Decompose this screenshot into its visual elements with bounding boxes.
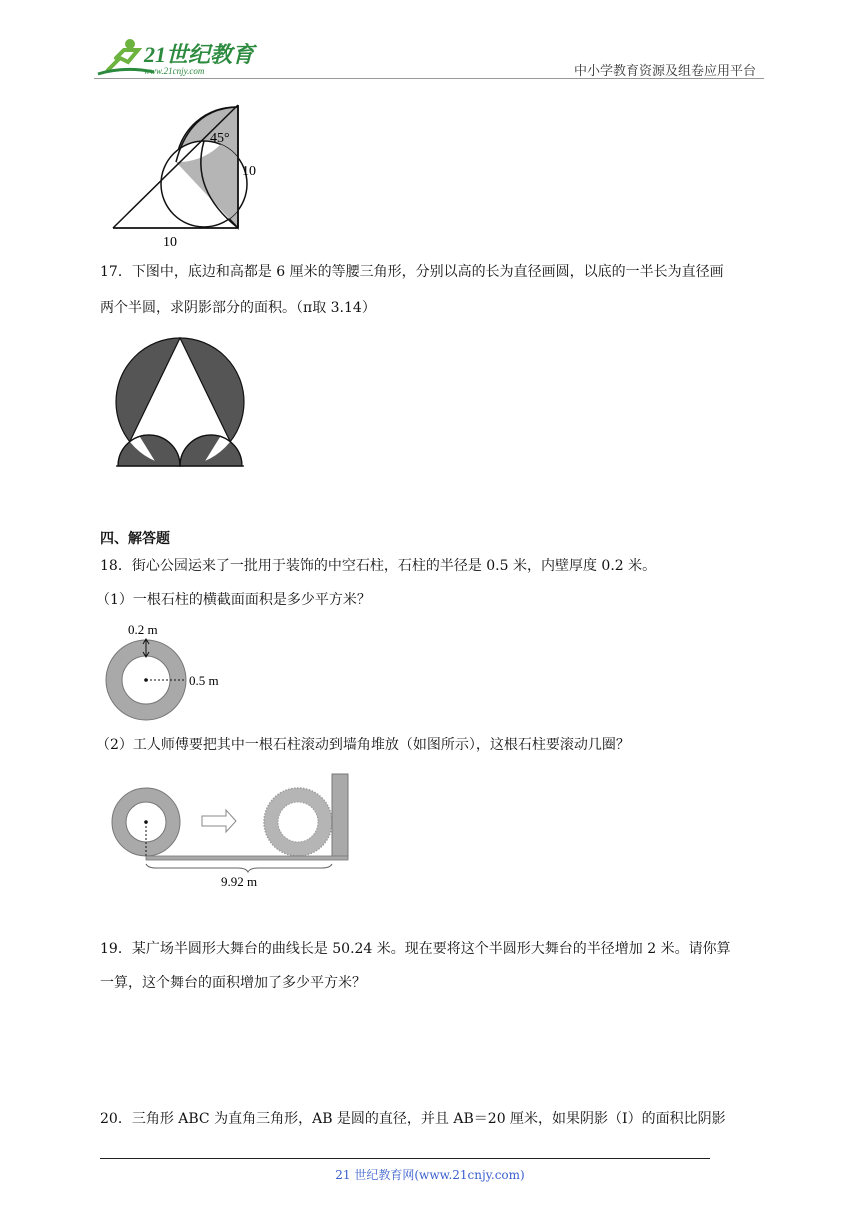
header-platform-text: 中小学教育资源及组卷应用平台	[573, 64, 756, 79]
footer-text[interactable]: 21 世纪教育网(www.21cnjy.com)	[335, 1168, 525, 1182]
question-20-line1: 20．三角形 ABC 为直角三角形，AB 是圆的直径，并且 AB＝20 厘米，如果阴影（I）的面积比阴影	[100, 1111, 726, 1127]
footer-divider	[100, 1158, 710, 1159]
question-18-part2: （2）工人师傅要把其中一根石柱滚动到墙角堆放（如图所示），这根石柱要滚动几圈？	[96, 737, 630, 753]
question-17-line1: 17．下图中，底边和高都是 6 厘米的等腰三角形，分别以高的长为直径画圆，以底的一半长为直径画	[100, 264, 724, 280]
question-19-line1: 19．某广场半圆形大舞台的曲线长是 50.24 米。现在要将这个半圆形大舞台的半径增加 2 米。请你算	[100, 941, 731, 957]
angle-label: 45°	[210, 131, 230, 146]
logo-url: www.21cnjy.com	[144, 66, 205, 76]
radius-label: 0.5 m	[189, 673, 219, 688]
ground	[146, 856, 348, 860]
thickness-label: 0.2 m	[128, 622, 158, 637]
logo-title: 21世纪教育	[144, 42, 255, 67]
question-18-stem: 18．街心公园运来了一批用于装饰的中空石柱，石柱的半径是 0.5 米，内壁厚度 0.2 米。	[100, 558, 657, 574]
distance-label: 9.92 m	[221, 874, 258, 889]
base-label: 10	[163, 235, 177, 250]
figure-16	[108, 100, 278, 250]
figure-18-cross-section	[100, 618, 240, 722]
section-title: 四、解答题	[100, 531, 170, 547]
site-logo	[94, 36, 264, 78]
height-label: 10	[242, 164, 256, 179]
runner-logo-icon	[94, 36, 264, 78]
question-19-line2: 一算，这个舞台的面积增加了多少平方米？	[100, 975, 366, 991]
figure-17	[110, 334, 250, 470]
wall	[332, 774, 348, 858]
arrow-right-icon	[202, 810, 236, 832]
question-17-line2: 两个半圆，求阴影部分的面积。（π取 3.14）	[100, 300, 376, 316]
figure-18-rolling	[108, 772, 358, 890]
header-divider	[94, 78, 764, 79]
question-18-part1: （1）一根石柱的横截面面积是多少平方米？	[96, 592, 371, 608]
